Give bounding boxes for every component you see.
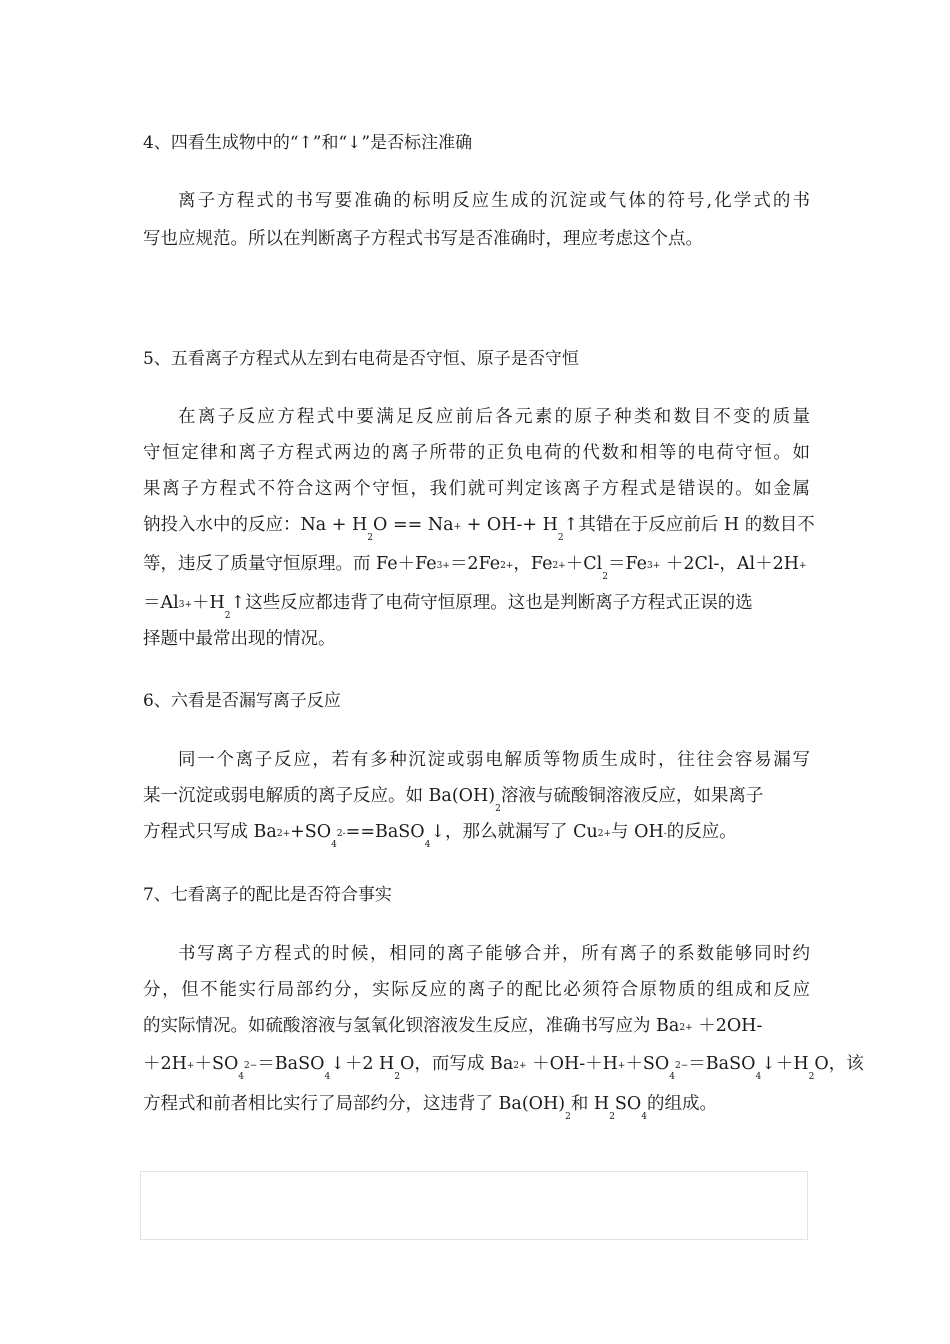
text-run: ，Fe: [513, 554, 553, 574]
subscript: 2: [565, 1112, 571, 1122]
superscript: 2+: [513, 1061, 527, 1071]
paragraph-line: [143, 1089, 717, 1123]
superscript: 2+: [679, 1023, 693, 1033]
subscript: 2: [394, 1072, 401, 1082]
subscript: 4: [424, 840, 431, 850]
superscript: 2-: [336, 829, 346, 839]
subscript: 2: [808, 1072, 815, 1082]
subscript: 2: [495, 804, 501, 814]
subscript: 2: [557, 533, 564, 543]
section-5-heading: 5、五看离子方程式从左到右电荷是否守恒、原子是否守恒: [143, 349, 579, 369]
paragraph-line: [143, 1049, 864, 1083]
text-run: ＋2H: [143, 1054, 187, 1074]
subscript: 4: [331, 840, 337, 850]
superscript: -: [663, 829, 667, 839]
text-run: 与 OH: [611, 822, 664, 842]
superscript: +: [617, 1061, 626, 1071]
paragraph-line: [143, 510, 815, 544]
text-run: 溶液与硫酸铜溶液反应，如果离子: [500, 786, 764, 806]
text-run: 钠投入水中的反应：Na + H: [143, 515, 368, 535]
empty-bordered-box: [140, 1171, 808, 1240]
text-run: ↑这些反应都违背了电荷守恒原理。这也是判断离子方程式正误的选: [230, 593, 753, 613]
superscript: +: [799, 561, 807, 571]
subscript: 4: [324, 1072, 331, 1082]
paragraph-line: 写也应规范。所以在判断离子方程式书写是否准确时，理应考虑这个点。: [143, 229, 703, 249]
section-6-heading: 6、六看是否漏写离子反应: [143, 691, 341, 711]
subscript: 4: [641, 1112, 647, 1122]
text-run: ＋2Cl-，Al＋2H: [660, 554, 800, 574]
subscript: 2: [367, 533, 374, 543]
subscript: 4: [238, 1072, 245, 1082]
text-run: + OH-+ H: [461, 515, 558, 535]
text-run: ＋OH-＋H: [526, 1054, 618, 1074]
section-4-heading: 4、四看生成物中的“↑”和“↓”是否标注准确: [143, 133, 473, 153]
text-run: 的反应。: [666, 822, 737, 842]
subscript: 4: [669, 1072, 676, 1082]
text-run: SO: [614, 1094, 642, 1114]
text-run: ↑其错在于反应前后 H 的数目不: [563, 515, 815, 535]
text-run: ＝Fe: [607, 554, 648, 574]
text-run: ↓＋2 H: [330, 1054, 395, 1074]
paragraph-line: 在离子反应方程式中要满足反应前后各元素的原子种类和数目不变的质量: [178, 407, 810, 427]
text-run: 的组成。: [647, 1094, 717, 1114]
superscript: 3+: [178, 600, 193, 610]
paragraph-line: [143, 817, 737, 851]
superscript: 2+: [552, 561, 566, 571]
superscript: 2−: [675, 1061, 689, 1071]
text-run: ＝BaSO: [257, 1054, 325, 1074]
text-run: 某一沉淀或弱电解质的离子反应。如 Ba(OH): [143, 786, 496, 806]
text-run: ＝BaSO: [688, 1054, 756, 1074]
paragraph-line: 择题中最常出现的情况。: [143, 629, 336, 649]
paragraph-line: 果离子方程式不符合这两个守恒，我们就可判定该离子方程式是错误的。如金属: [143, 479, 810, 499]
superscript: 3+: [647, 561, 661, 571]
text-run: 方程式只写成 Ba: [143, 822, 277, 842]
paragraph-line: [143, 781, 763, 815]
text-run: ＋2OH-: [692, 1016, 763, 1036]
text-run: 方程式和前者相比实行了局部约分，这违背了 Ba(OH): [143, 1094, 566, 1114]
text-run: ＝2Fe: [449, 554, 501, 574]
text-run: O，该: [814, 1054, 864, 1074]
superscript: 3+: [436, 561, 450, 571]
superscript: +: [453, 522, 462, 532]
section-7-heading: 7、七看离子的配比是否符合事实: [143, 885, 392, 905]
paragraph-line: 同一个离子反应，若有多种沉淀或弱电解质等物质生成时，往往会容易漏写: [178, 750, 810, 770]
paragraph-line: 离子方程式的书写要准确的标明反应生成的沉淀或气体的符号,化学式的书: [178, 191, 810, 211]
text-run: ＋SO: [194, 1054, 239, 1074]
paragraph-line: [143, 1011, 762, 1045]
text-run: 等，违反了质量守恒原理。而 Fe＋Fe: [143, 554, 437, 574]
subscript: 2: [602, 572, 608, 582]
text-run: ＋SO: [625, 1054, 670, 1074]
text-run: ==BaSO: [345, 822, 425, 842]
subscript: 2: [224, 611, 231, 621]
text-run: 和 H: [570, 1094, 610, 1114]
paragraph-line: [143, 549, 807, 583]
paragraph-line: [143, 588, 753, 622]
text-run: ↓＋H: [761, 1054, 809, 1074]
text-run: ↓，那么就漏写了 Cu: [430, 822, 598, 842]
superscript: 2+: [276, 829, 291, 839]
paragraph-line: 分，但不能实行局部约分，实际反应的离子的配比必须符合原物质的组成和反应: [143, 980, 810, 1000]
text-run: +SO: [290, 822, 332, 842]
text-run: ＋Cl: [565, 554, 603, 574]
superscript: 2+: [500, 561, 514, 571]
text-run: O == Na: [373, 515, 454, 535]
subscript: 4: [755, 1072, 762, 1082]
text-run: 的实际情况。如硫酸溶液与氢氧化钡溶液发生反应，准确书写应为 Ba: [143, 1016, 680, 1036]
superscript: 2+: [597, 829, 612, 839]
subscript: 2: [609, 1112, 615, 1122]
superscript: +: [186, 1061, 195, 1071]
text-run: O，而写成 Ba: [400, 1054, 514, 1074]
superscript: 2−: [244, 1061, 258, 1071]
text-run: ＝Al: [143, 593, 179, 613]
paragraph-line: 守恒定律和离子方程式两边的离子所带的正负电荷的代数和相等的电荷守恒。如: [143, 443, 810, 463]
text-run: ＋H: [192, 593, 225, 613]
paragraph-line: 书写离子方程式的时候，相同的离子能够合并，所有离子的系数能够同时约: [178, 944, 810, 964]
